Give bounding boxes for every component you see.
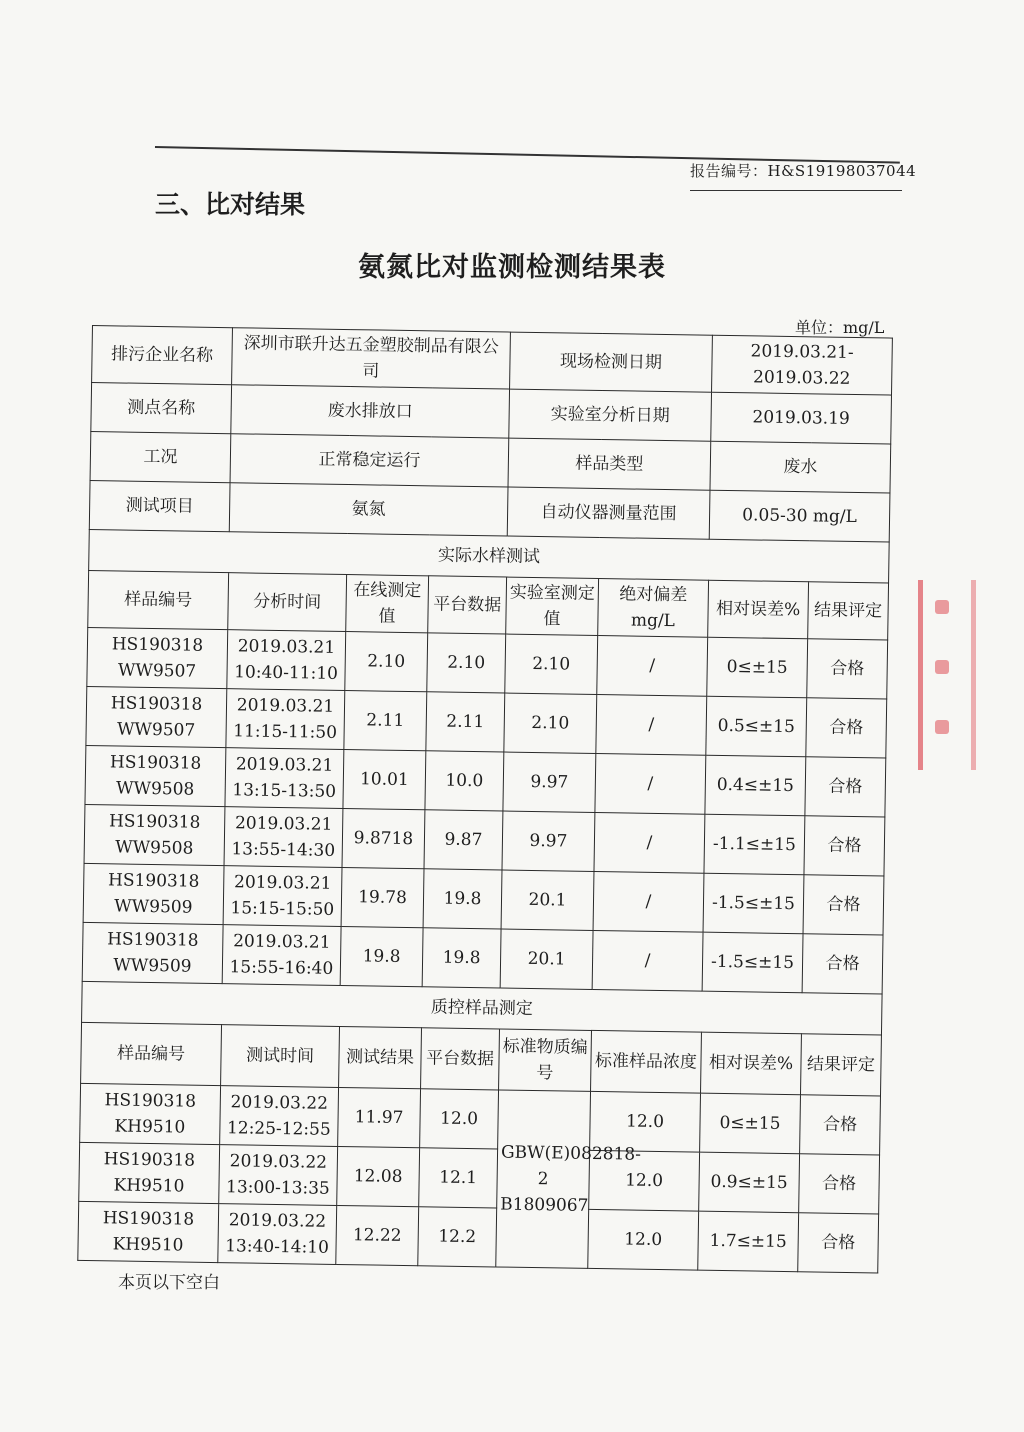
column-header: 相对误差%: [708, 580, 809, 639]
column-header: 结果评定: [808, 582, 889, 640]
sample-id: HS190318 WW9507: [87, 627, 228, 688]
platform-value: 12.1: [419, 1148, 498, 1208]
seal-mark: [935, 660, 949, 674]
relative-error: -1.5≤±15: [702, 932, 803, 993]
standard-concentration: 12.0: [588, 1209, 699, 1270]
online-value: 2.10: [345, 632, 428, 692]
relative-error: 0≤±15: [700, 1093, 801, 1154]
platform-value: 12.0: [420, 1089, 499, 1149]
result-evaluation: 合格: [807, 639, 888, 699]
analysis-time: 2019.03.21 15:55-16:40: [222, 925, 341, 986]
result-evaluation: 合格: [806, 698, 887, 758]
info-value: 正常稳定运行: [230, 434, 509, 487]
info-label: 排污企业名称: [92, 326, 233, 385]
platform-value: 2.11: [426, 692, 505, 752]
standard-concentration: 12.0: [589, 1150, 700, 1211]
platform-value: 9.87: [424, 810, 503, 870]
analysis-time: 2019.03.21 13:55-14:30: [224, 807, 343, 868]
online-value: 10.01: [343, 750, 426, 810]
info-value: 2019.03.19: [711, 392, 892, 444]
lab-value: 9.97: [502, 811, 595, 871]
lab-value: 20.1: [501, 870, 594, 930]
platform-value: 2.10: [427, 633, 506, 693]
results-table: [77, 325, 893, 1273]
platform-value: 10.0: [425, 751, 504, 811]
absolute-deviation: /: [592, 930, 703, 991]
column-header: 样品编号: [88, 570, 229, 629]
relative-error: -1.1≤±15: [704, 814, 805, 875]
relative-error: 0.9≤±15: [699, 1152, 800, 1213]
page-end-note: 本页以下空白: [118, 1273, 220, 1293]
sample-id: HS190318 KH9510: [80, 1083, 221, 1144]
result-evaluation: 合格: [802, 934, 883, 994]
absolute-deviation: /: [597, 635, 708, 696]
absolute-deviation: /: [595, 753, 706, 814]
seal-mark: [935, 720, 949, 734]
info-label: 现场检测日期: [510, 332, 713, 392]
test-time: 2019.03.22 12:25-12:55: [220, 1086, 339, 1147]
standard-concentration: 12.0: [590, 1091, 701, 1152]
info-label: 测点名称: [91, 383, 232, 434]
info-value: 0.05-30 mg/L: [709, 490, 890, 542]
seal-mark: [935, 600, 949, 614]
test-result: 12.08: [337, 1146, 420, 1206]
standard-material-number: GBW(E)082818-2 B1809067: [496, 1090, 591, 1268]
result-evaluation: 合格: [799, 1154, 880, 1214]
online-value: 19.78: [341, 867, 424, 927]
qc-section-title: 质控样品测定: [82, 981, 883, 1035]
column-header: 标准样品浓度: [591, 1030, 702, 1093]
test-time: 2019.03.22 13:00-13:35: [219, 1145, 338, 1206]
analysis-time: 2019.03.21 11:15-11:50: [226, 689, 345, 750]
platform-value: 19.8: [423, 869, 502, 929]
analysis-time: 2019.03.21 10:40-11:10: [227, 630, 346, 691]
column-header: 样品编号: [81, 1022, 222, 1085]
column-header: 实验室测定值: [506, 577, 599, 635]
column-header: 平台数据: [421, 1028, 500, 1090]
info-label: 工况: [90, 431, 231, 482]
sample-id: HS190318 WW9509: [82, 922, 223, 983]
platform-value: 12.2: [418, 1207, 497, 1267]
column-header: 绝对偏差mg/L: [598, 578, 709, 637]
absolute-deviation: /: [593, 871, 704, 932]
relative-error: 0.4≤±15: [705, 755, 806, 816]
info-label: 实验室分析日期: [509, 389, 712, 441]
table-title: 氨氮比对监测检测结果表: [358, 252, 666, 283]
relative-error: 0≤±15: [707, 637, 808, 698]
report-number: 报告编号：H&S19198037044: [690, 162, 917, 180]
test-result: 11.97: [338, 1087, 421, 1147]
relative-error: 0.5≤±15: [706, 696, 807, 757]
analysis-time: 2019.03.21 15:15-15:50: [223, 866, 342, 927]
info-value: 深圳市联升达五金塑胶制品有限公司: [232, 328, 511, 389]
lab-value: 2.10: [504, 693, 597, 753]
sample-id: HS190318 KH9510: [79, 1142, 220, 1203]
relative-error: 1.7≤±15: [698, 1211, 799, 1272]
absolute-deviation: /: [596, 694, 707, 755]
column-header: 相对误差%: [701, 1032, 802, 1095]
info-label: 样品类型: [508, 438, 711, 490]
lab-value: 20.1: [500, 929, 593, 989]
test-time: 2019.03.22 13:40-14:10: [218, 1204, 337, 1265]
column-header: 结果评定: [800, 1034, 881, 1096]
lab-value: 2.10: [505, 634, 598, 694]
online-value: 9.8718: [342, 809, 425, 869]
unit-label: 单位：mg/L: [795, 318, 885, 337]
result-evaluation: 合格: [800, 1095, 881, 1155]
sample-id: HS190318 WW9508: [85, 745, 226, 806]
relative-error: -1.5≤±15: [703, 873, 804, 934]
section-title: 三、比对结果: [155, 190, 306, 219]
absolute-deviation: /: [594, 812, 705, 873]
table-row: [78, 1201, 879, 1273]
sample-id: HS190318 WW9507: [86, 686, 227, 747]
lab-value: 9.97: [503, 752, 596, 812]
column-header: 在线测定值: [346, 575, 429, 633]
info-label: 自动仪器测量范围: [507, 487, 710, 539]
column-header: 标准物质编号: [499, 1029, 592, 1091]
sample-id: HS190318 WW9509: [83, 863, 224, 924]
column-header: 测试时间: [221, 1025, 340, 1088]
info-value: 废水: [710, 441, 891, 493]
column-header: 分析时间: [228, 573, 347, 632]
result-evaluation: 合格: [798, 1213, 879, 1273]
online-value: 2.11: [344, 691, 427, 751]
results-table-container: [77, 325, 892, 1273]
info-value: 2019.03.21-2019.03.22: [712, 335, 893, 395]
result-evaluation: 合格: [803, 875, 884, 935]
test-result: 12.22: [336, 1205, 419, 1265]
column-header: 平台数据: [428, 576, 507, 634]
column-header: 测试结果: [339, 1026, 422, 1088]
result-evaluation: 合格: [804, 816, 885, 876]
sample-id: HS190318 KH9510: [78, 1201, 219, 1262]
info-value: 氨氮: [229, 483, 508, 536]
online-value: 19.8: [340, 926, 423, 986]
info-value: 废水排放口: [231, 385, 510, 438]
actual-section-title: 实际水样测试: [89, 529, 890, 583]
platform-value: 19.8: [422, 928, 501, 988]
analysis-time: 2019.03.21 13:15-13:50: [225, 748, 344, 809]
report-number-underline: [690, 190, 902, 191]
result-evaluation: 合格: [805, 757, 886, 817]
sample-id: HS190318 WW9508: [84, 804, 225, 865]
info-label: 测试项目: [89, 480, 230, 531]
